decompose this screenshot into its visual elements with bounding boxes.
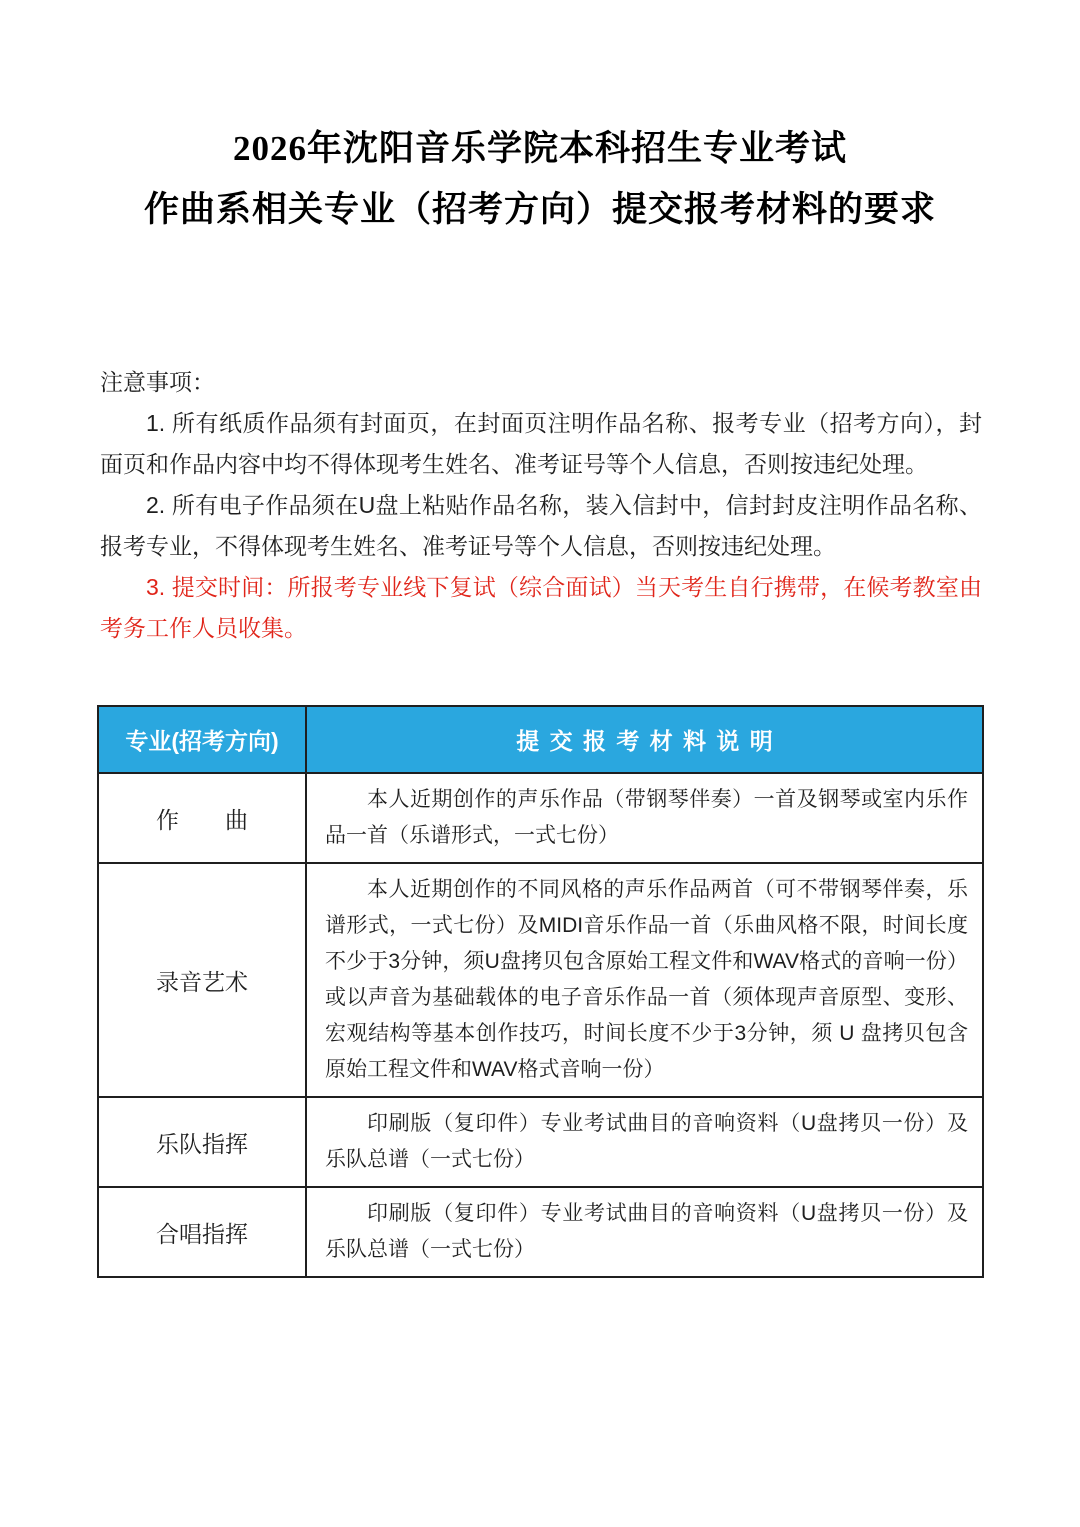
materials-requirements-table bbox=[97, 705, 984, 1278]
table-row-composition bbox=[98, 773, 983, 863]
table-row-recording-arts bbox=[98, 863, 983, 1097]
note-item-3-submission-time: 3. 提交时间：所报考专业线下复试（综合面试）当天考生自行携带，在候考教室由考务工作人员收集。 bbox=[100, 574, 982, 641]
document-title bbox=[0, 0, 1080, 240]
table-row-orchestra-conducting bbox=[98, 1097, 983, 1187]
table-header-major: 专业(招考方向) bbox=[98, 706, 306, 773]
notes-section bbox=[100, 362, 982, 649]
table-header-description: 提交报考材料说明 bbox=[306, 706, 983, 773]
table-row-choral-conducting bbox=[98, 1187, 983, 1277]
note-item-2: 2. 所有电子作品须在U盘上粘贴作品名称，装入信封中，信封封皮注明作品名称、报考专业，不得体现考生姓名、准考证号等个人信息，否则按违纪处理。 bbox=[100, 492, 982, 559]
table-header-row bbox=[98, 706, 983, 773]
description-cell-recording-arts: 本人近期创作的不同风格的声乐作品两首（可不带钢琴伴奏，乐谱形式，一式七份）及MIDI音乐作品一首（乐曲风格不限，时间长度不少于3分钟，须U盘拷贝包含原始工程文件和WAV格式的音响一份）或以声音为基础载体的电子音乐作品一首（须体现声音原型、变形、宏观结构等基本创作技巧，时间长度不少于3分钟，须 U 盘拷贝包含原始工程文件和WAV格式音响一份） bbox=[306, 863, 983, 1097]
title-line-2: 作曲系相关专业（招考方向）提交报考材料的要求 bbox=[143, 190, 936, 229]
description-cell-composition: 本人近期创作的声乐作品（带钢琴伴奏）一首及钢琴或室内乐作品一首（乐谱形式，一式七份） bbox=[306, 773, 983, 863]
notes-heading: 注意事项： bbox=[100, 369, 215, 395]
description-cell-choral-conducting: 印刷版（复印件）专业考试曲目的音响资料（U盘拷贝一份）及乐队总谱（一式七份） bbox=[306, 1187, 983, 1277]
major-cell-recording-arts: 录音艺术 bbox=[98, 863, 306, 1097]
note-item-1: 1. 所有纸质作品须有封面页，在封面页注明作品名称、报考专业（招考方向），封面页和作品内容中均不得体现考生姓名、准考证号等个人信息，否则按违纪处理。 bbox=[100, 410, 982, 477]
title-line-1: 2026年沈阳音乐学院本科招生专业考试 bbox=[232, 129, 847, 168]
description-cell-orchestra-conducting: 印刷版（复印件）专业考试曲目的音响资料（U盘拷贝一份）及乐队总谱（一式七份） bbox=[306, 1097, 983, 1187]
major-cell-orchestra-conducting: 乐队指挥 bbox=[98, 1097, 306, 1187]
major-cell-composition: 作 曲 bbox=[98, 773, 306, 863]
major-cell-choral-conducting: 合唱指挥 bbox=[98, 1187, 306, 1277]
